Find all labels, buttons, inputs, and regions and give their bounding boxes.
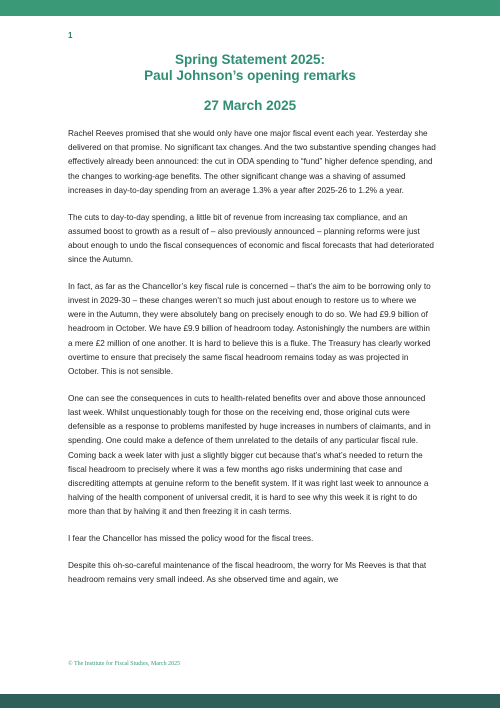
paragraph: I fear the Chancellor has missed the policy wood for the fiscal trees. [68,534,314,544]
footer-copyright: © The Institute for Fiscal Studies, March 2025 [68,661,181,667]
document-title-line-2: Paul Johnson’s opening remarks [144,68,356,83]
document-date: 27 March 2025 [203,98,297,113]
paragraph: The cuts to day-to-day spending, a little bit of revenue from increasing tax compliance, and an assumed boost to growth as a result of – also previously announced – planning reforms were just about enough to undo the fiscal consequences of economic and fiscal forecasts that had deteriorated since the Autumn. [68,212,434,265]
paragraph: In fact, as far as the Chancellor’s key fiscal rule is concerned – that’s the aim to be borrowing only to invest in 2029-30 – these changes weren’t so much just about enough to restore us to where we were in the Autumn, they were absolutely bang on precisely enough to do so. We had £9.9 billion of headroom in October. We have £9.9 billion of headroom today. Astonishingly the numbers are within a mere £2 million of one another. It is hard to believe this is a fluke. The Treasury has clearly worked overtime to ensure that precisely the same fiscal headroom remains today as was projected in October. This is not sensible. [68,281,431,377]
paragraph: Rachel Reeves promised that she would only have one major fiscal event each year. Yesterday she delivered on that promise. No significant tax changes. And the two substantive spending changes had effectively already been announced: the cut in ODA spending to “fund” higher defence spending, and the changes to working-age benefits. The other significant change was a shaving of assumed increases in day-to-day spending from an average 1.3% a year after 2025-26 to 1.2% a year. [68,129,436,195]
bottom-bar [0,694,500,708]
document-title-line-1: Spring Statement 2025: [174,52,326,67]
title-block [0,52,500,114]
paragraph: Despite this oh-so-careful maintenance of the fiscal headroom, the worry for Ms Reeves is that that headroom remains very small indeed. As she observed time and again, we [68,560,427,584]
page-number: 1 [68,31,73,40]
body-text [68,127,436,600]
paragraph: One can see the consequences in cuts to health-related benefits over and above those announced last week. Whilst unquestionably tough for those on the receiving end, those original cuts were defensible as a response to problems manifested by huge increases in numbers of claimants, and in spending. One could make a defence of them unrelated to the details of any particular fiscal rule. Coming back a week later with just a slightly bigger cut because that’s what’s needed to return the fiscal headroom to precisely where it was a few months ago risks undermining that case and discrediting attempts at genuine reform to the benefit system. If it was right last week to announce a halving of the health component of universal credit, it is hard to see why this week it is right to do more than that by halving it and then freezing it in cash terms. [68,393,431,517]
top-accent-bar [0,0,500,16]
